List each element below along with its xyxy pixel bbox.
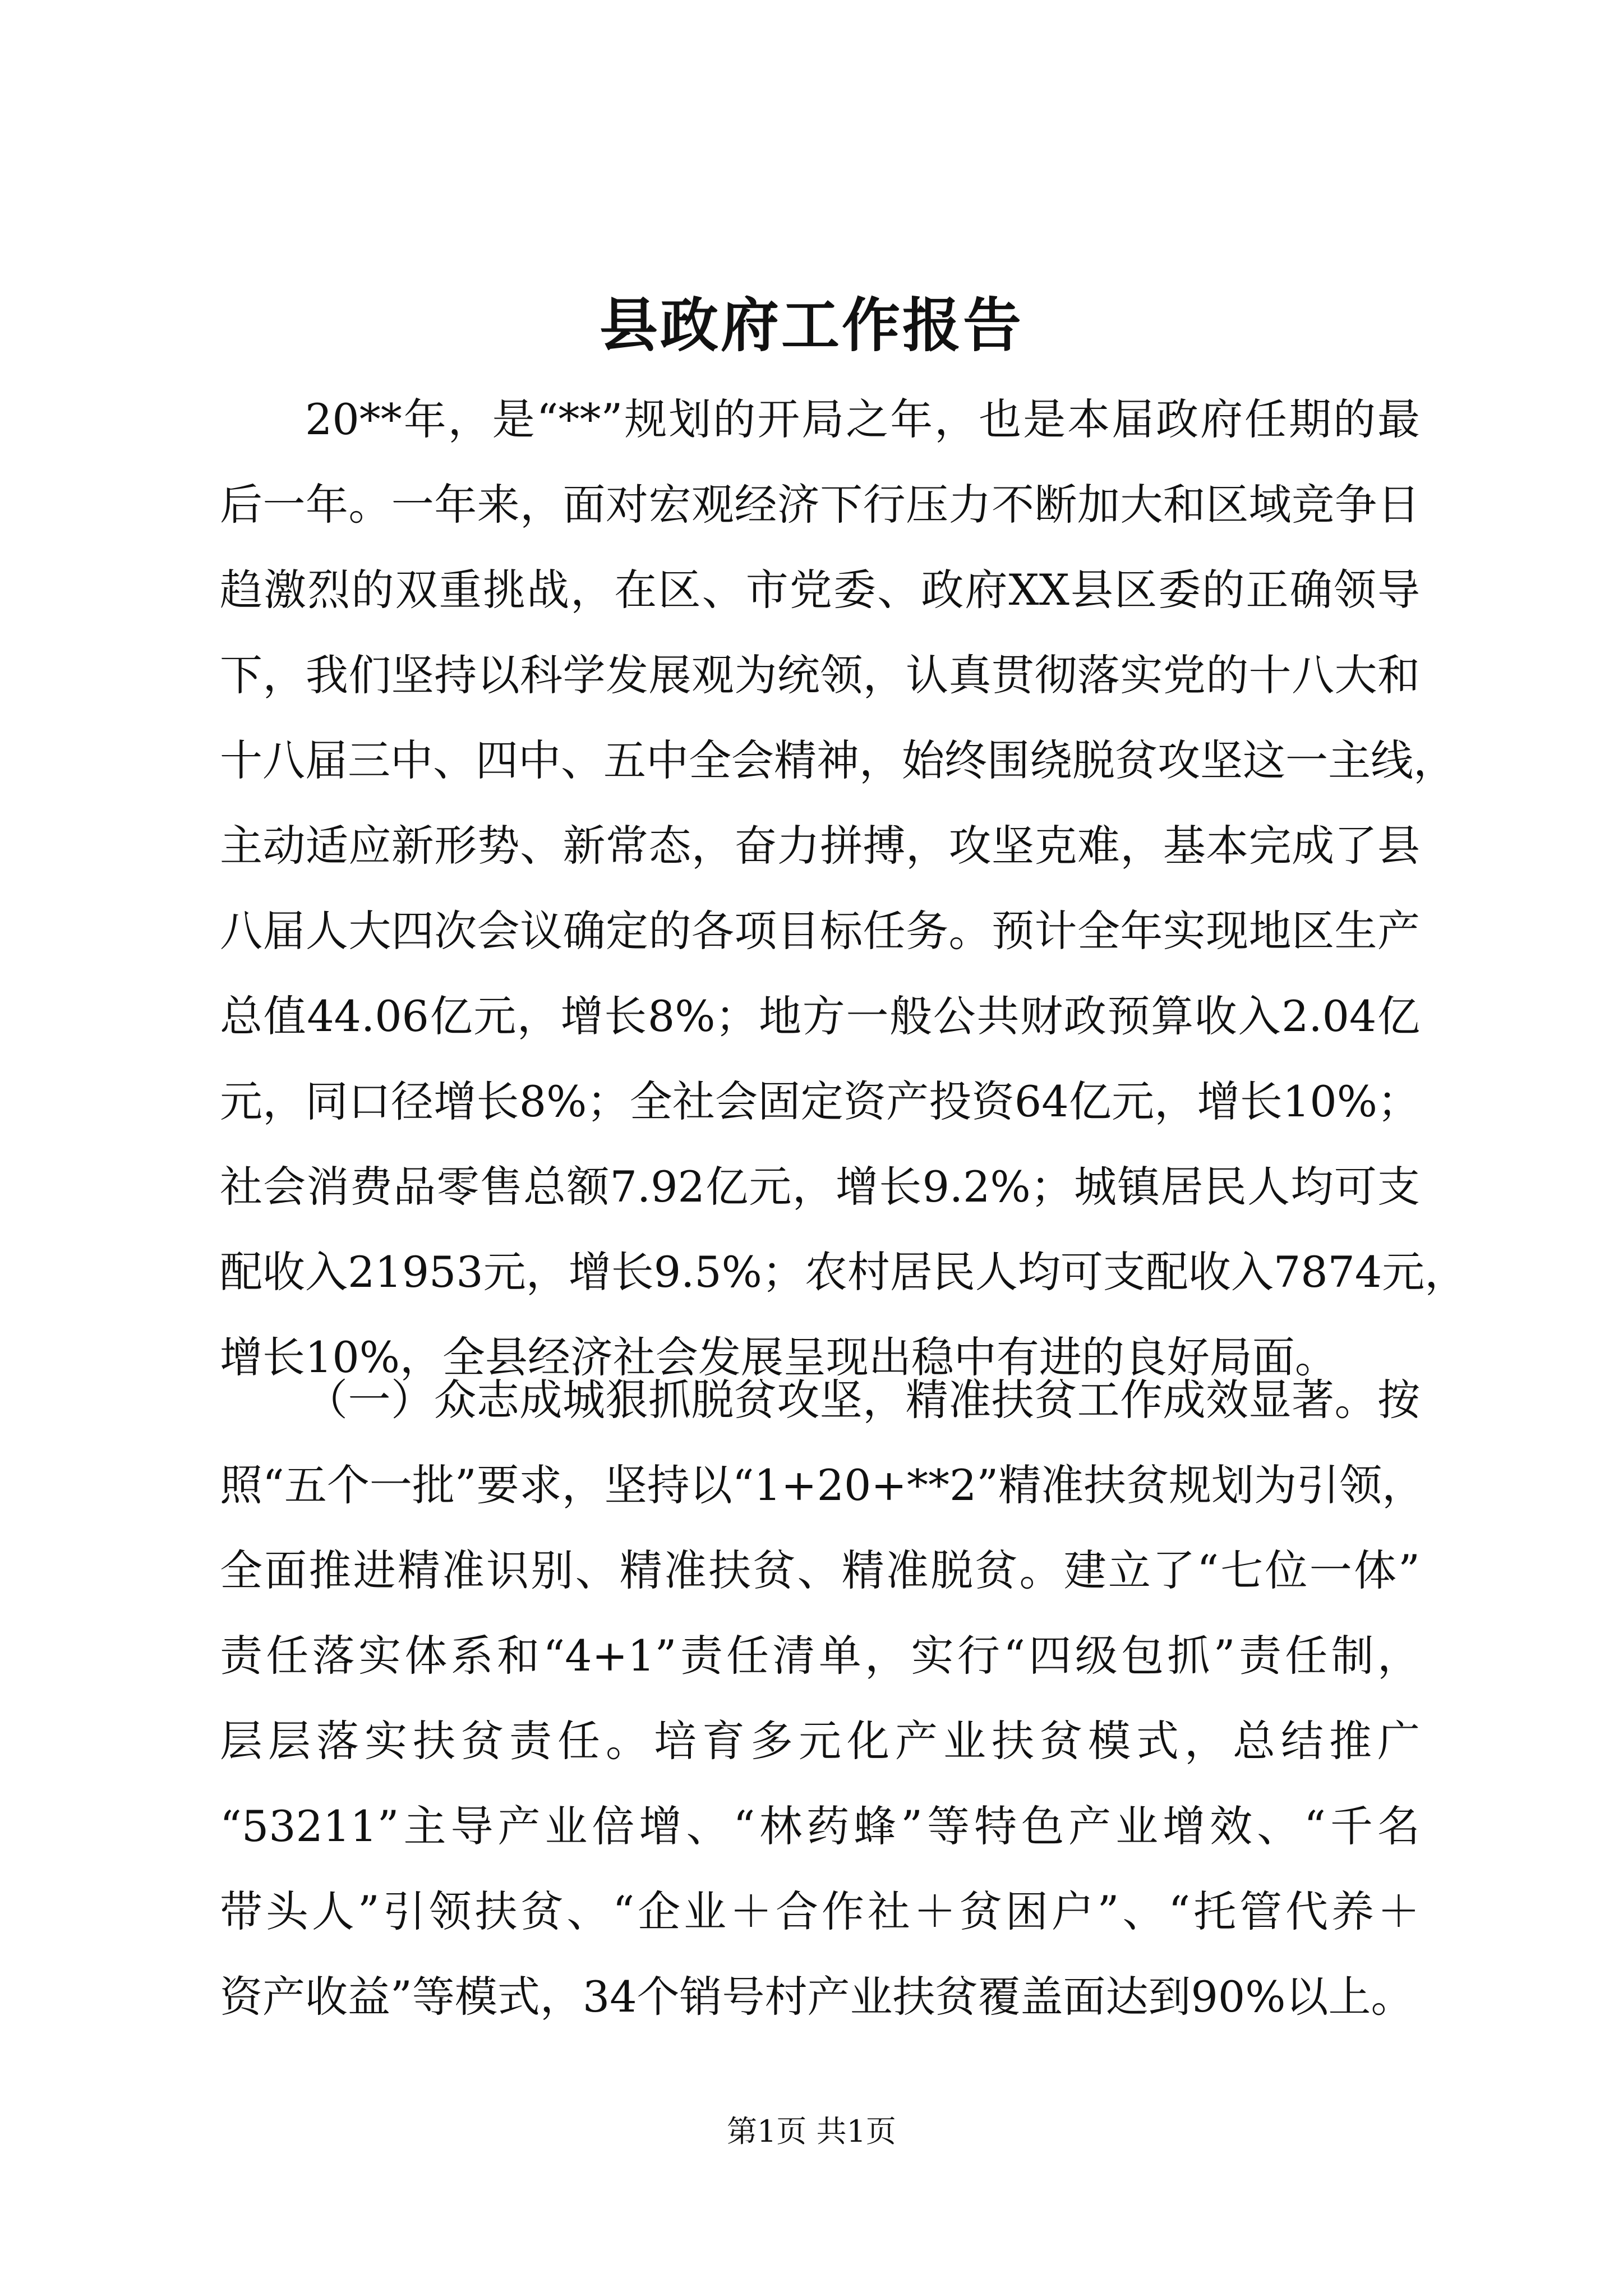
paragraph-line: 趋激烈的双重挑战，在区、市党委、政府XX县区委的正确领导 [220, 565, 1420, 615]
paragraph-line: 责任落实体系和“4+1”责任清单，实行“四级包抓”责任制， [220, 1631, 1420, 1681]
paragraph-line: “53211”主导产业倍增、“林药蜂”等特色产业增效、“千名 [220, 1801, 1420, 1851]
paragraph-line: 下，我们坚持以科学发展观为统领，认真贯彻落实党的十八大和 [220, 650, 1420, 700]
paragraph-line: 层层落实扶贫责任。培育多元化产业扶贫模式，总结推广 [220, 1716, 1420, 1766]
paragraph-line: 配收入21953元，增长9.5%；农村居民人均可支配收入7874元， [220, 1247, 1468, 1297]
paragraph-line: 十八届三中、四中、五中全会精神，始终围绕脱贫攻坚这一主线， [220, 735, 1456, 785]
paragraph-line: 后一年。一年来，面对宏观经济下行压力不断加大和区域竞争日 [220, 480, 1420, 530]
paragraph-1 [220, 377, 1468, 1400]
paragraph-line: 资产收益”等模式，34个销号村产业扶贫覆盖面达到90%以上。 [220, 1972, 1414, 2022]
paragraph-line: 带头人”引领扶贫、“企业＋合作社＋贫困户”、“托管代养＋ [220, 1887, 1420, 1936]
paragraph-2 [220, 1358, 1425, 2040]
paragraph-line: 元，同口径增长8%；全社会固定资产投资64亿元，增长10%； [220, 1076, 1420, 1126]
paragraph-line: 主动适应新形势、新常态，奋力拼搏，攻坚克难，基本完成了县 [220, 821, 1420, 871]
paragraph-line: 增长10%，全县经济社会发展呈现出稳中有进的良好局面。 [220, 1332, 1338, 1382]
paragraph-line: （一）众志成城狠抓脱贫攻坚，精准扶贫工作成效显著。按 [305, 1375, 1420, 1425]
paragraph-line: 全面推进精准识别、精准扶贫、精准脱贫。建立了“七位一体” [220, 1545, 1420, 1595]
paragraph-line: 八届人大四次会议确定的各项目标任务。预计全年实现地区生产 [220, 906, 1420, 956]
paragraph-line: 社会消费品零售总额7.92亿元，增长9.2%；城镇居民人均可支 [220, 1162, 1420, 1212]
paragraph-line: 总值44.06亿元，增长8%；地方一般公共财政预算收入2.04亿 [220, 991, 1420, 1041]
document-title: 县政府工作报告 [599, 291, 1023, 360]
paragraph-line: 20**年，是“**”规划的开局之年，也是本届政府任期的最 [305, 394, 1420, 444]
paragraph-line: 照“五个一批”要求，坚持以“1+20+**2”精准扶贫规划为引领， [220, 1460, 1425, 1510]
page-footer: 第1页 共1页 [727, 2114, 896, 2149]
